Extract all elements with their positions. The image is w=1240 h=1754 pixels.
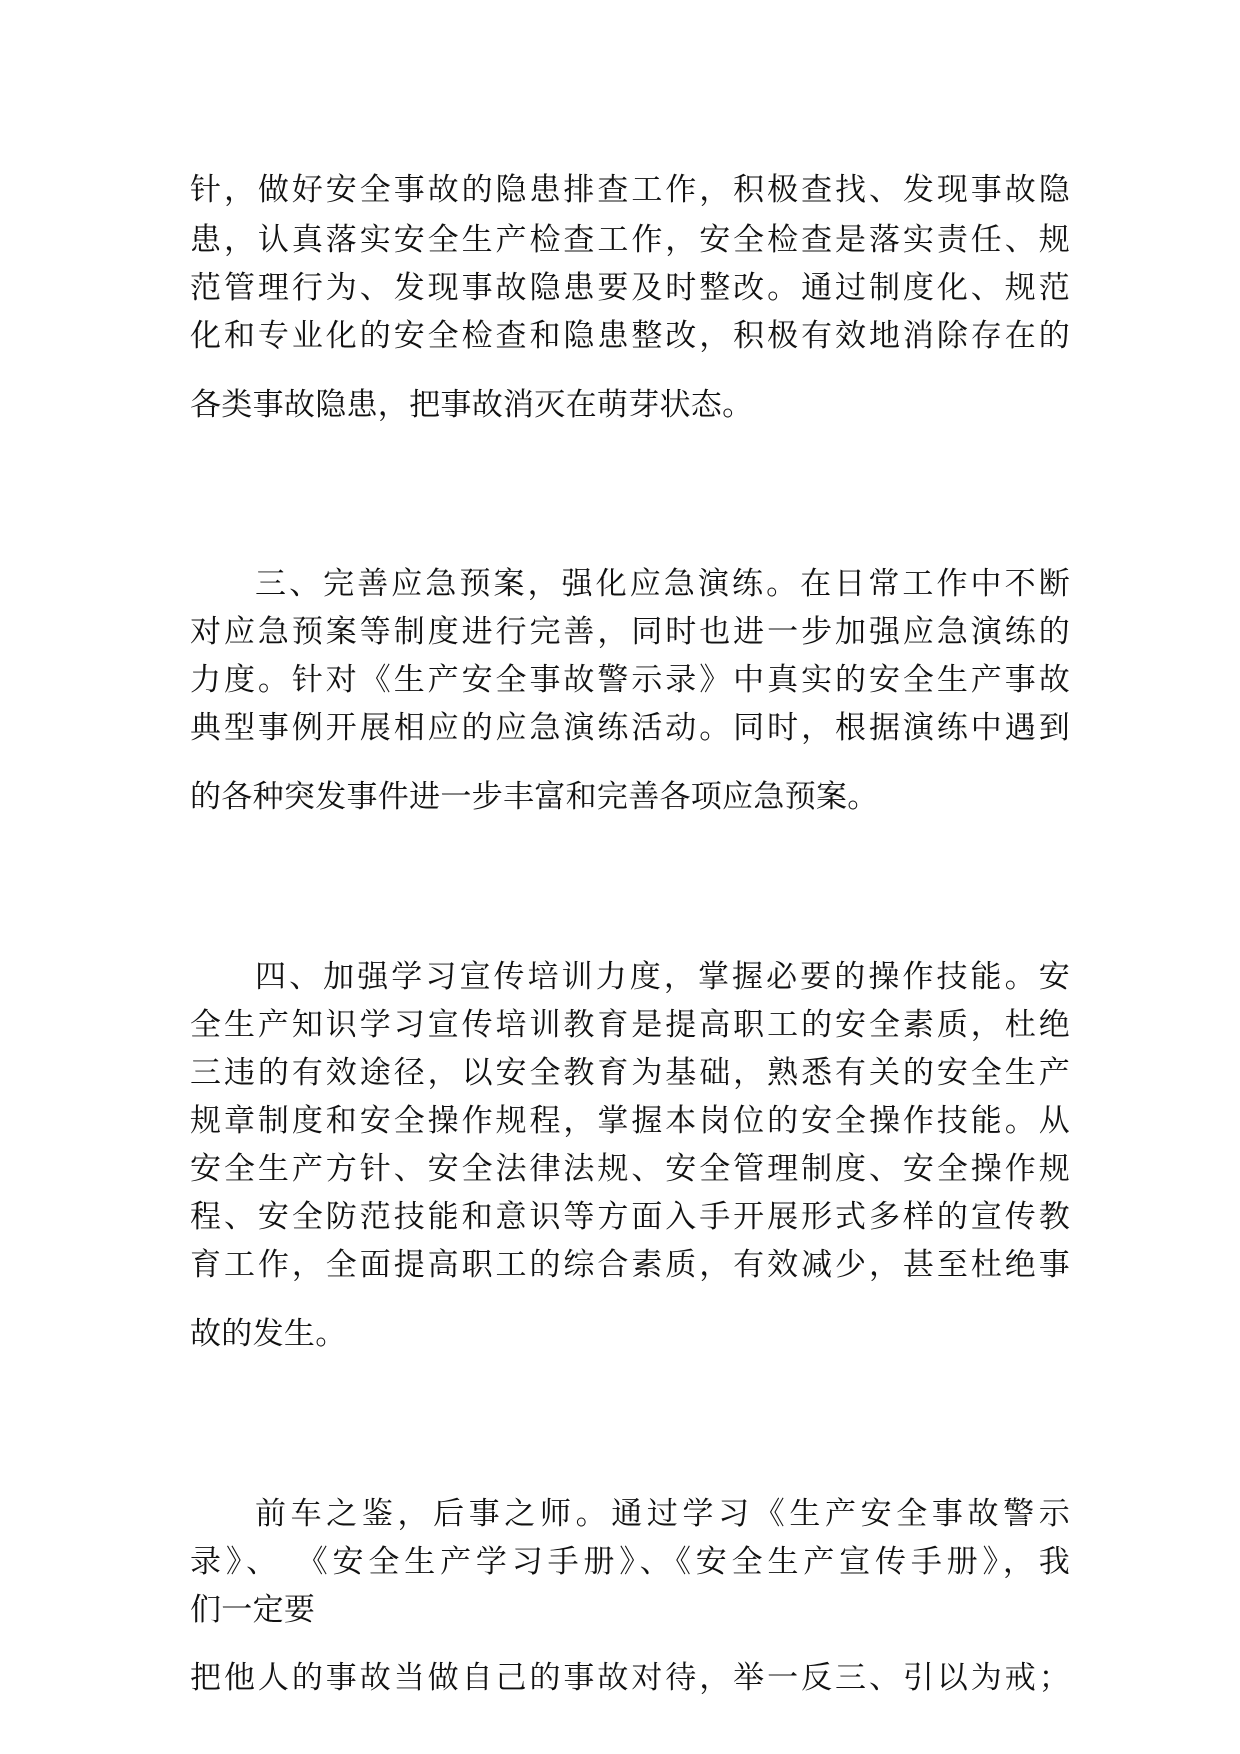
paragraph-1-line-1: 针，做好安全事故的隐患排查工作，积极查找、发现事故隐	[190, 172, 1070, 208]
paragraph-3-line-1: 四、加强学习宣传培训力度，掌握必要的操作技能。安	[255, 959, 1070, 995]
paragraph-3-line-5: 安全生产方针、安全法律法规、安全管理制度、安全操作规	[190, 1151, 1070, 1187]
paragraph-2-line-1: 三、完善应急预案，强化应急演练。在日常工作中不断	[255, 566, 1070, 602]
paragraph-1-line-4: 化和专业化的安全检查和隐患整改，积极有效地消除存在的	[190, 318, 1070, 354]
paragraph-4-line-1: 前车之鉴，后事之师。通过学习《生产安全事故警示	[255, 1496, 1070, 1532]
paragraph-4-line-4: 把他人的事故当做自己的事故对待，举一反三、引以为戒；	[190, 1660, 1070, 1696]
paragraph-1-line-3: 范管理行为、发现事故隐患要及时整改。通过制度化、规范	[190, 270, 1070, 306]
paragraph-3-line-6: 程、安全防范技能和意识等方面入手开展形式多样的宣传教	[190, 1199, 1070, 1235]
paragraph-2-line-5: 的各种突发事件进一步丰富和完善各项应急预案。	[190, 779, 879, 815]
paragraph-1-line-5: 各类事故隐患，把事故消灭在萌芽状态。	[190, 387, 754, 423]
paragraph-2-line-3: 力度。针对《生产安全事故警示录》中真实的安全生产事故	[190, 662, 1070, 698]
paragraph-2-line-2: 对应急预案等制度进行完善，同时也进一步加强应急演练的	[190, 614, 1070, 650]
paragraph-3-line-3: 三违的有效途径，以安全教育为基础，熟悉有关的安全生产	[190, 1055, 1070, 1091]
paragraph-3-line-4: 规章制度和安全操作规程，掌握本岗位的安全操作技能。从	[190, 1103, 1070, 1139]
paragraph-3-line-8: 故的发生。	[190, 1316, 347, 1352]
paragraph-1-line-2: 患，认真落实安全生产检查工作，安全检查是落实责任、规	[190, 222, 1070, 258]
paragraph-3-line-2: 全生产知识学习宣传培训教育是提高职工的安全素质，杜绝	[190, 1007, 1070, 1043]
paragraph-4-line-2: 录》、 《安全生产学习手册》、《安全生产宣传手册》，我	[190, 1544, 1070, 1580]
paragraph-2-line-4: 典型事例开展相应的应急演练活动。同时，根据演练中遇到	[190, 710, 1070, 746]
paragraph-3-line-7: 育工作，全面提高职工的综合素质，有效减少，甚至杜绝事	[190, 1247, 1070, 1283]
paragraph-4-line-3: 们一定要	[190, 1592, 316, 1628]
